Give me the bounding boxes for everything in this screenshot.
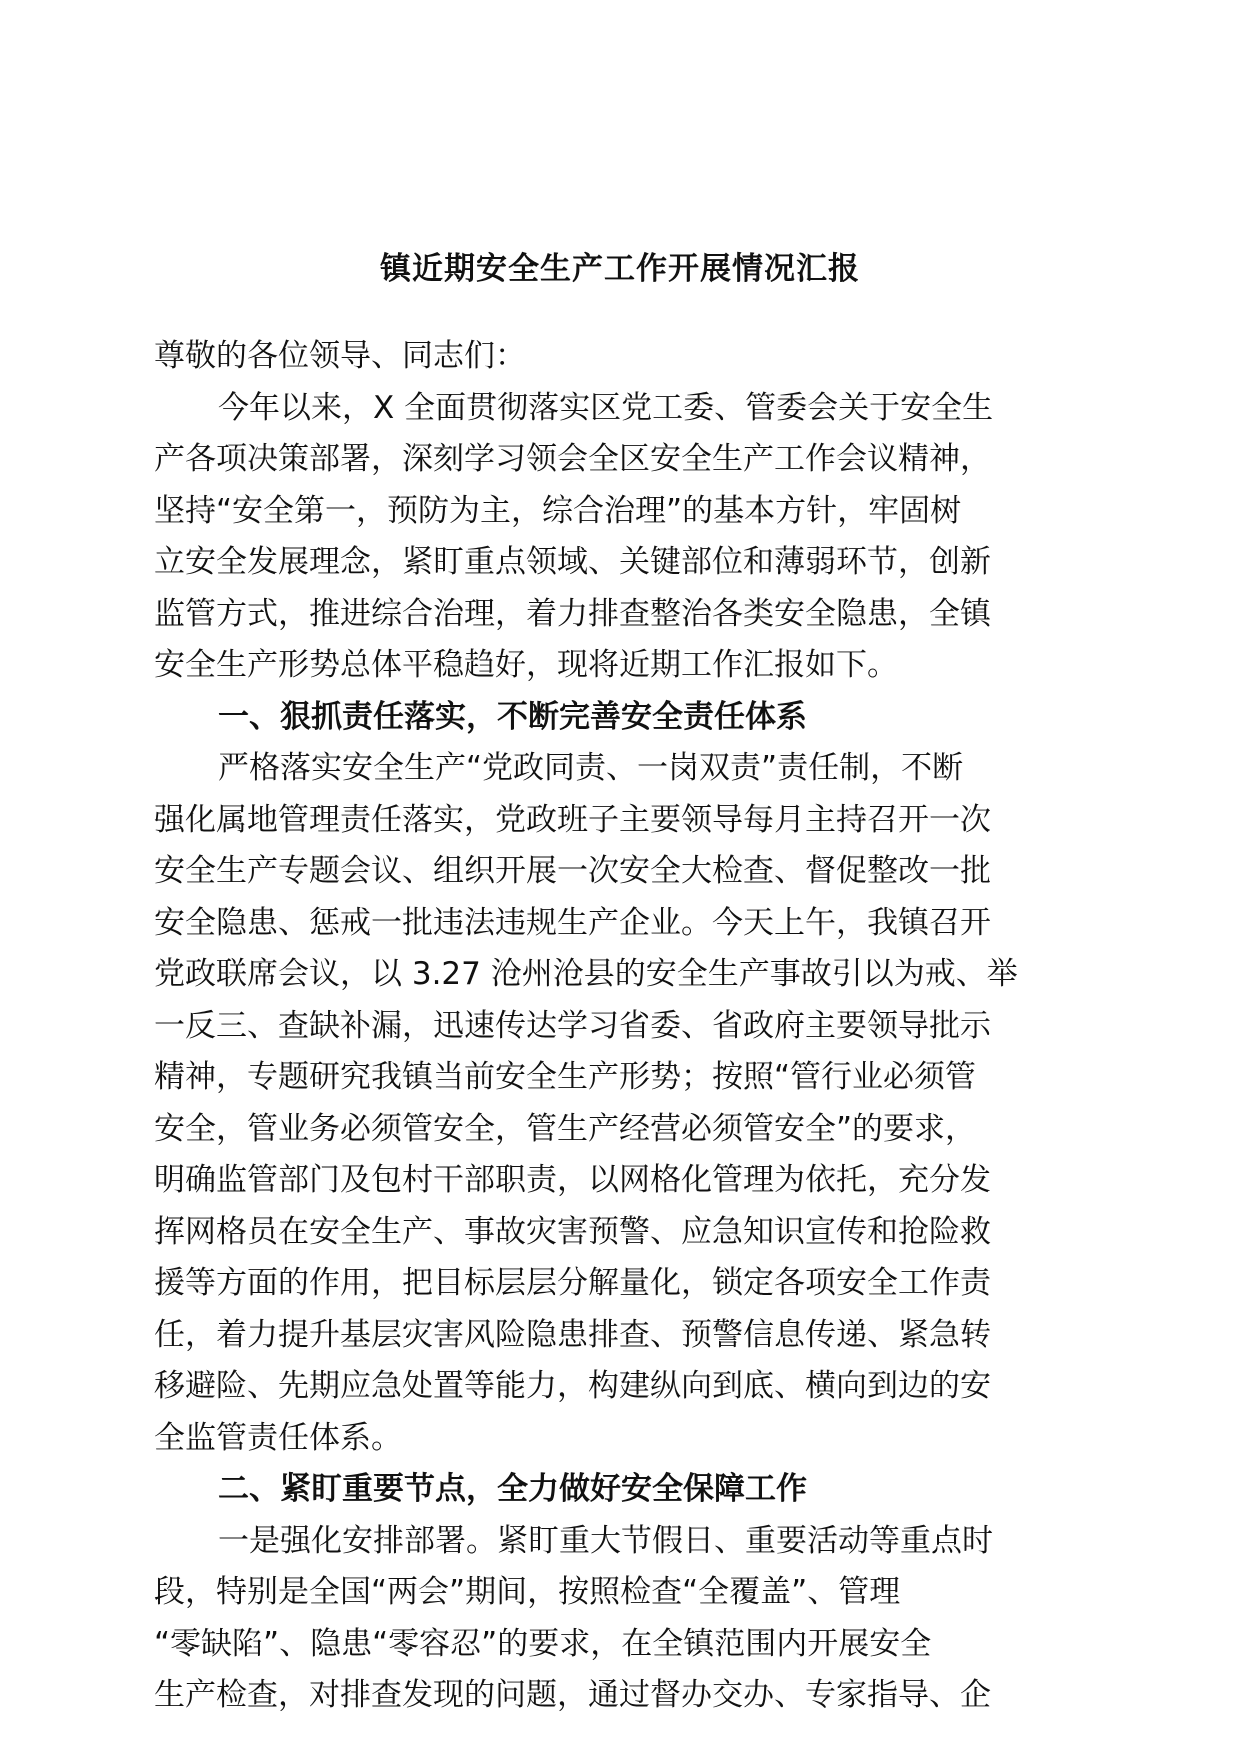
text-line: 产各项决策部署，深刻学习领会全区安全生产工作会议精神，: [154, 441, 991, 477]
text-line: “零缺陷”、隐患“零容忍”的要求，在全镇范围内开展安全: [154, 1625, 932, 1662]
text-line: 安全隐患、惩戒一批违法违规生产企业。今天上午，我镇召开: [154, 904, 991, 941]
text-line: 一反三、查缺补漏，迅速传达学习省委、省政府主要领导批示: [154, 1007, 991, 1044]
text-line: 安全，管业务必须管安全，管生产经营必须管安全”的要求，: [154, 1110, 977, 1147]
text-line: 精神，专题研究我镇当前安全生产形势；按照“管行业必须管: [154, 1059, 977, 1095]
text-line: 党政联席会议，以 3.27 沧州沧县的安全生产事故引以为戒、举: [154, 956, 1018, 992]
document-title: 镇近期安全生产工作开展情况汇报: [380, 251, 860, 287]
text-line: 段，特别是全国“两会”期间，按照检查“全覆盖”、管理: [154, 1574, 901, 1610]
text-line: 强化属地管理责任落实，党政班子主要领导每月主持召开一次: [154, 801, 991, 838]
text-line: 尊敬的各位领导、同志们：: [154, 338, 526, 374]
text-line: 挥网格员在安全生产、事故灾害预警、应急知识宣传和抢险救: [154, 1213, 991, 1250]
text-line: 安全生产形势总体平稳趋好，现将近期工作汇报如下。: [154, 647, 898, 683]
text-line: 今年以来，X 全面贯彻落实区党工委、管委会关于安全生: [218, 389, 994, 426]
text-line: 安全生产专题会议、组织开展一次安全大检查、督促整改一批: [154, 853, 991, 889]
text-line: 全监管责任体系。: [154, 1419, 402, 1456]
text-line: 一是强化安排部署。紧盯重大节假日、重要活动等重点时: [218, 1522, 993, 1559]
section-heading: 二、紧盯重要节点，全力做好安全保障工作: [218, 1471, 807, 1507]
section-heading: 一、狠抓责任落实，不断完善安全责任体系: [218, 698, 807, 735]
text-line: 明确监管部门及包村干部职责，以网格化管理为依托，充分发: [154, 1162, 991, 1198]
text-line: 严格落实安全生产“党政同责、一岗双责”责任制，不断: [218, 750, 964, 786]
text-line: 援等方面的作用，把目标层层分解量化，锁定各项安全工作责: [154, 1265, 991, 1301]
text-line: 任，着力提升基层灾害风险隐患排查、预警信息传递、紧急转: [154, 1316, 991, 1353]
text-line: 坚持“安全第一，预防为主，综合治理”的基本方针，牢固树: [154, 492, 962, 529]
text-line: 立安全发展理念，紧盯重点领域、关键部位和薄弱环节，创新: [154, 544, 991, 580]
text-line: 移避险、先期应急处置等能力，构建纵向到底、横向到边的安: [154, 1368, 991, 1404]
text-line: 监管方式，推进综合治理，着力排查整治各类安全隐患，全镇: [154, 595, 991, 632]
text-line: 生产检查，对排查发现的问题，通过督办交办、专家指导、企: [154, 1677, 991, 1713]
document-body: [154, 331, 1086, 1722]
